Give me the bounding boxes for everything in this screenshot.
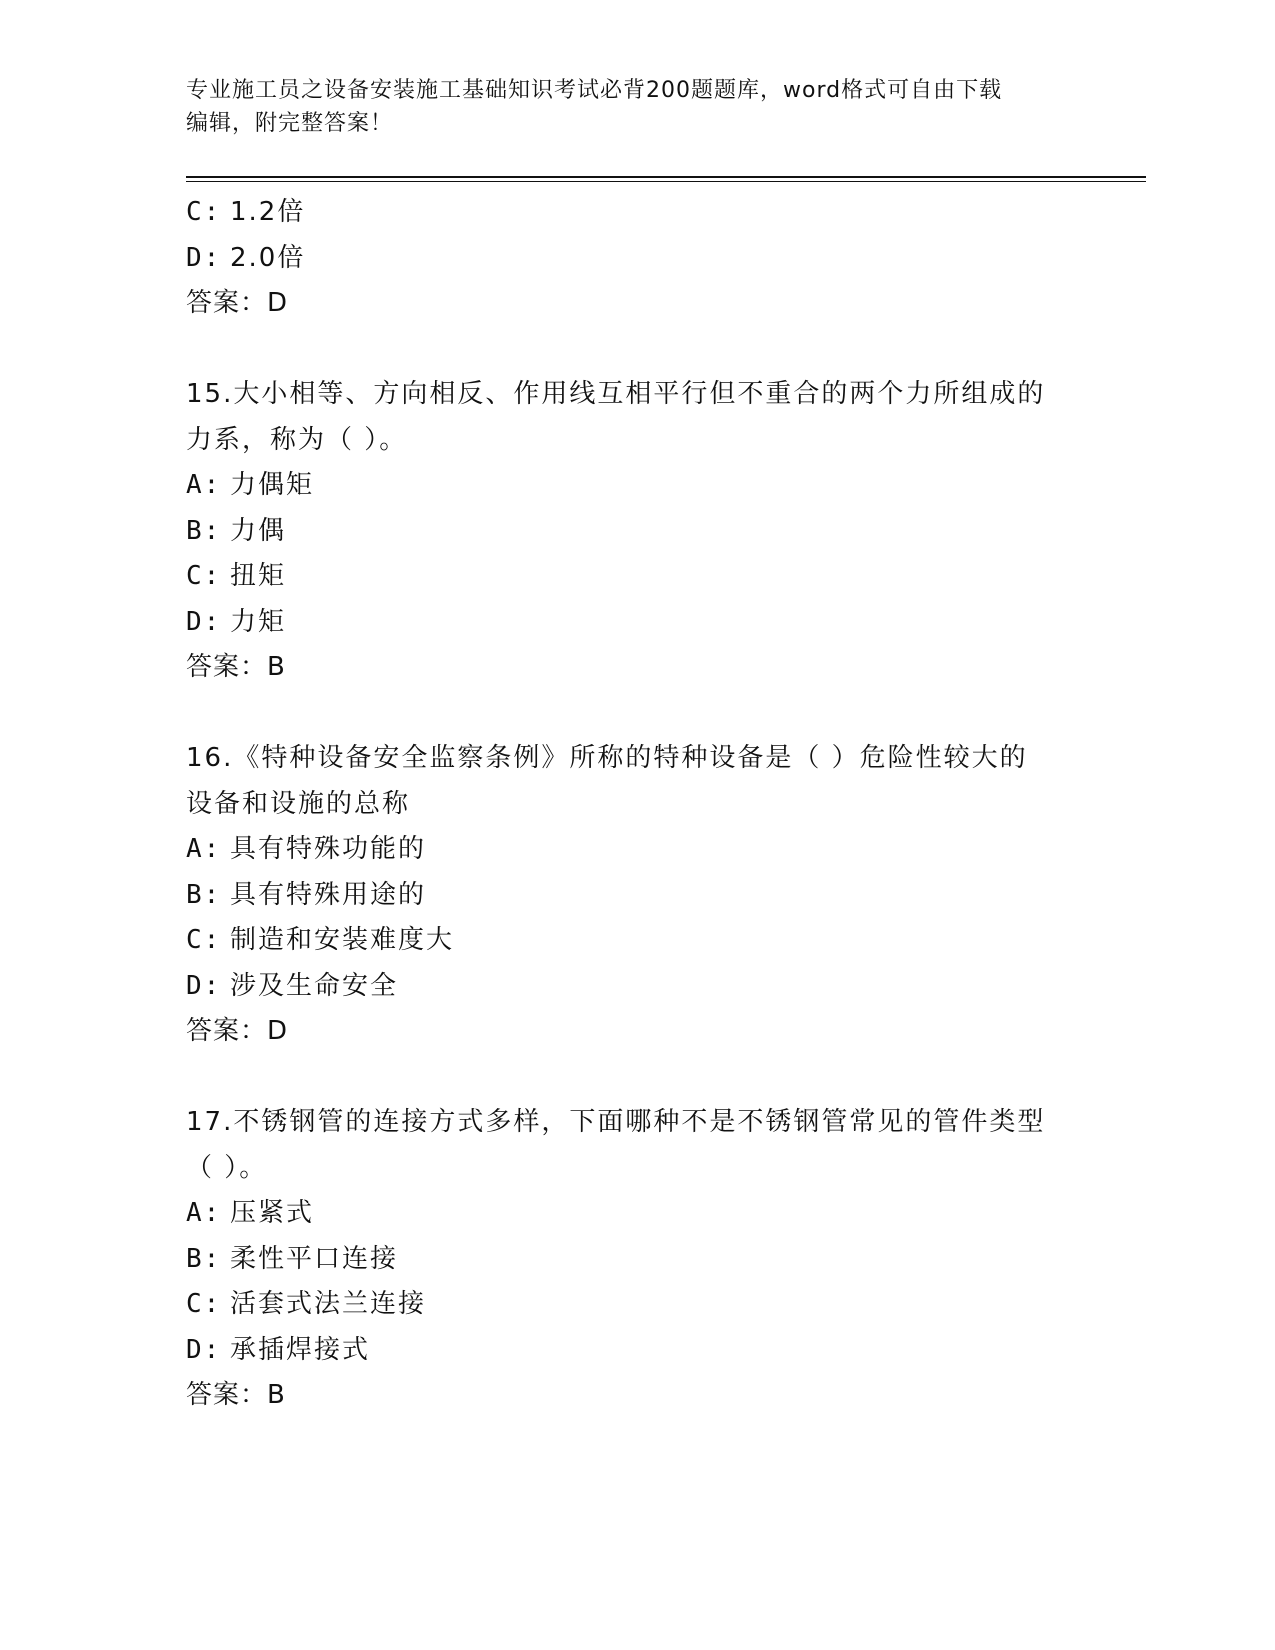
option-d (186, 964, 1086, 1010)
option-text: 涉及生命安全 (230, 970, 399, 1001)
option-text: 制造和安装难度大 (230, 925, 455, 955)
option-label: C: (186, 1289, 222, 1319)
option-label: B: (186, 515, 222, 546)
option-text: 承插焊接式 (230, 1334, 371, 1365)
option-d (186, 236, 1086, 282)
option-a (186, 827, 1086, 873)
header-title-line-2: 编辑，附完整答案！ (186, 111, 394, 136)
option-text: 力矩 (230, 606, 287, 637)
option-text: 压紧式 (230, 1198, 315, 1228)
option-text: 1.2倍 (230, 197, 306, 227)
option-c (186, 554, 1086, 600)
option-c (186, 1282, 1086, 1328)
option-label: B: (186, 1243, 222, 1274)
option-label: A: (186, 470, 222, 500)
header-title-line-1: 专业施工员之设备安装施工基础知识考试必背200题题库，word格式可自由下载 (186, 78, 1003, 103)
answer-line: 答案：B (186, 652, 286, 682)
option-text: 活套式法兰连接 (230, 1289, 427, 1319)
option-b (186, 509, 1086, 555)
document-header (186, 74, 1066, 140)
question-stem-line-1: 15.大小相等、方向相反、作用线互相平行但不重合的两个力所组成的 (186, 379, 1046, 409)
option-label: C: (186, 197, 222, 227)
option-d (186, 600, 1086, 646)
question-carryover (186, 190, 1086, 327)
question-stem-line-2: 力系，称为（ ）。 (186, 424, 408, 455)
option-label: A: (186, 1198, 222, 1228)
question-16 (186, 736, 1086, 1055)
option-text: 力偶矩 (230, 470, 315, 500)
answer-line: 答案：D (186, 1016, 289, 1046)
option-text: 柔性平口连接 (230, 1243, 399, 1274)
answer-line: 答案：D (186, 288, 289, 318)
question-stem-line-2: 设备和设施的总称 (186, 788, 411, 819)
question-17 (186, 1100, 1086, 1419)
question-stem-line-1: 17.不锈钢管的连接方式多样，下面哪种不是不锈钢管常见的管件类型 (186, 1107, 1046, 1137)
option-label: A: (186, 834, 222, 864)
option-c (186, 190, 1086, 236)
option-text: 具有特殊功能的 (230, 834, 427, 864)
question-stem-line-1: 16.《特种设备安全监察条例》所称的特种设备是（ ）危险性较大的 (186, 743, 1028, 773)
option-label: D: (186, 970, 222, 1001)
option-label: D: (186, 242, 222, 273)
option-a (186, 463, 1086, 509)
header-divider-thick (186, 176, 1146, 178)
option-text: 力偶 (230, 515, 287, 546)
option-label: C: (186, 925, 222, 955)
option-c (186, 918, 1086, 964)
option-text: 2.0倍 (230, 242, 306, 273)
answer-line: 答案：B (186, 1380, 286, 1410)
option-text: 扭矩 (230, 561, 287, 591)
option-label: C: (186, 561, 222, 591)
question-stem-line-2: （ ）。 (186, 1152, 268, 1183)
question-list (186, 190, 1086, 1419)
option-b (186, 1237, 1086, 1283)
header-divider-thin (186, 181, 1146, 182)
option-label: D: (186, 606, 222, 637)
option-b (186, 873, 1086, 919)
question-15 (186, 372, 1086, 691)
option-a (186, 1191, 1086, 1237)
option-label: D: (186, 1334, 222, 1365)
option-text: 具有特殊用途的 (230, 879, 427, 910)
option-d (186, 1328, 1086, 1374)
option-label: B: (186, 879, 222, 910)
